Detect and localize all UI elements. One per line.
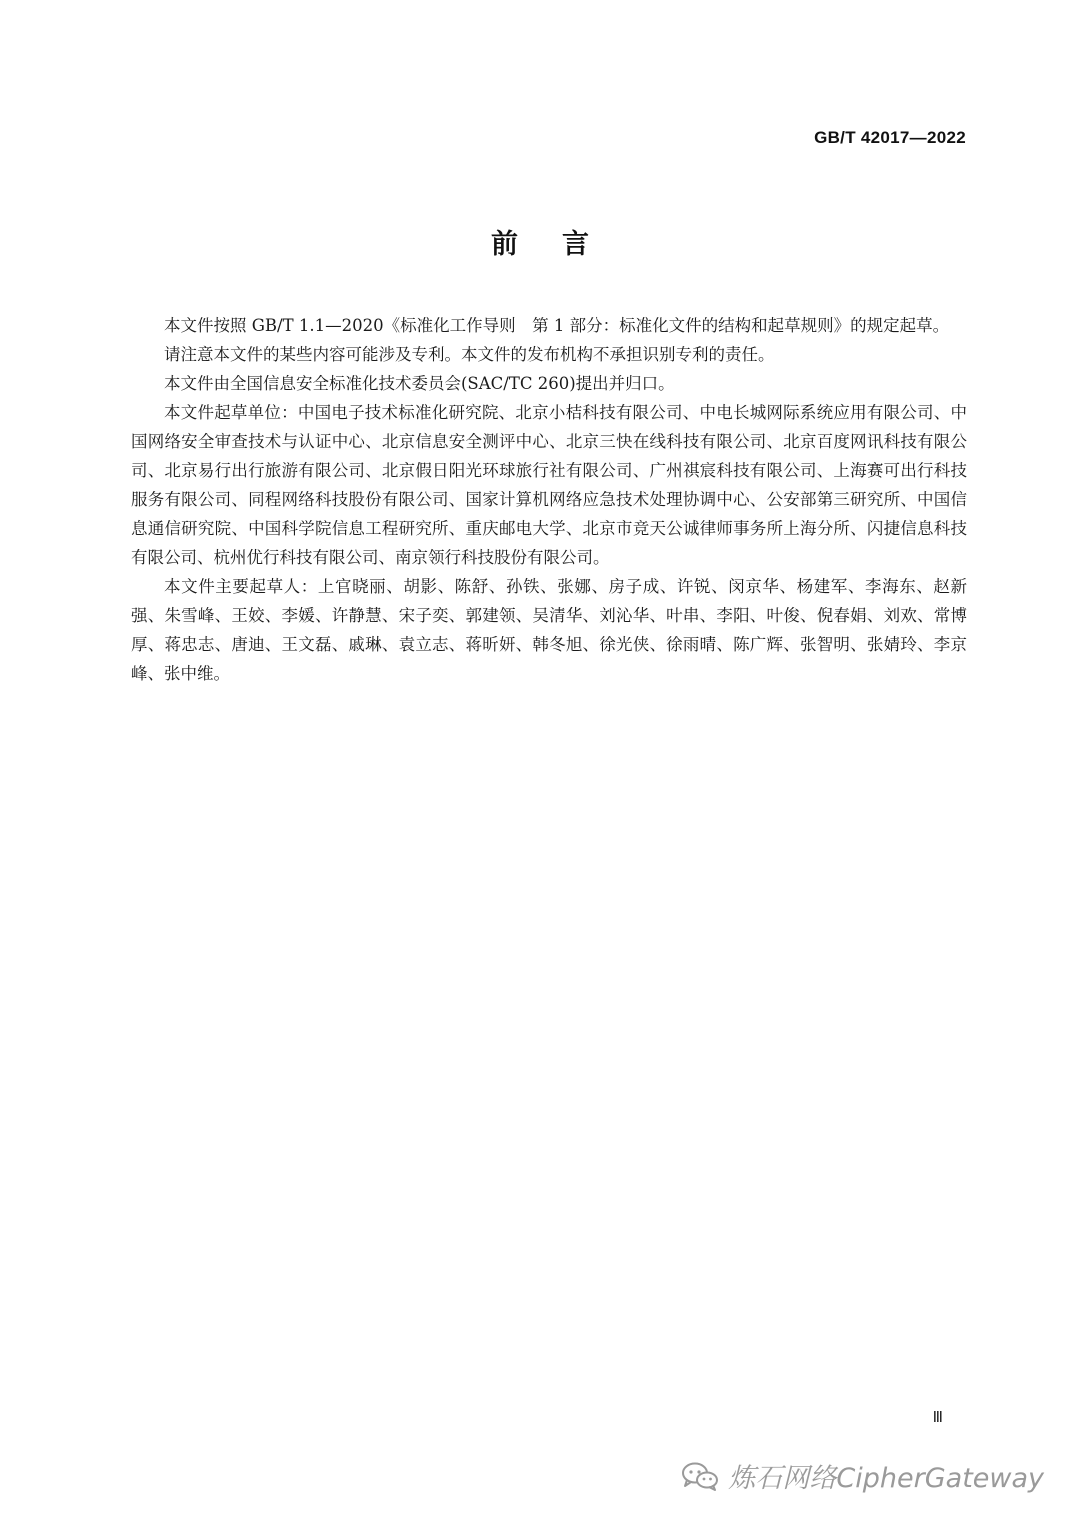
wechat-icon (680, 1461, 720, 1491)
page-number: Ⅲ (932, 1410, 942, 1426)
standard-code: GB/T 42017—2022 (814, 128, 966, 147)
watermark-text: 炼石网络CipherGateway (728, 1463, 1044, 1494)
watermark (680, 1456, 1044, 1495)
paragraph-proposer: 本文件由全国信息安全标准化技术委员会(SAC/TC 260)提出并归口。 (164, 374, 675, 393)
paragraph-drafting-rules: 本文件按照 GB/T 1.1—2020《标准化工作导则 第 1 部分：标准化文件的结构和起草规则》的规定起草。 (164, 316, 950, 335)
paragraph-drafters: 本文件主要起草人：上官晓丽、胡影、陈舒、孙铁、张娜、房子成、许锐、闵京华、杨建军、李海东、赵新强、朱雪峰、王姣、李媛、许静慧、宋子奕、郭建领、吴清华、刘沁华、叶串、李阳、叶俊、倪春娟、刘欢、常博厚、蒋忠志、唐迪、王文磊、戚琳、袁立志、蒋昕妍、韩冬旭、徐光侠、徐雨晴、陈广辉、张智明、张婧玲、李京峰、张中维。 (131, 577, 967, 683)
paragraph-drafting-units: 本文件起草单位：中国电子技术标准化研究院、北京小桔科技有限公司、中电长城网际系统应用有限公司、中国网络安全审查技术与认证中心、北京信息安全测评中心、北京三快在线科技有限公司、北京百度网讯科技有限公司、北京易行出行旅游有限公司、北京假日阳光环球旅行社有限公司、广州祺宸科技有限公司、上海赛可出行科技服务有限公司、同程网络科技股份有限公司、国家计算机网络应急技术处理协调中心、公安部第三研究所、中国信息通信研究院、中国科学院信息工程研究所、重庆邮电大学、北京市竞天公诚律师事务所上海分所、闪捷信息科技有限公司、杭州优行科技有限公司、南京领行科技股份有限公司。 (131, 403, 967, 567)
preface-body (131, 311, 967, 688)
paragraph-patent-notice: 请注意本文件的某些内容可能涉及专利。本文件的发布机构不承担识别专利的责任。 (164, 345, 775, 364)
page-title: 前言 (491, 229, 633, 260)
